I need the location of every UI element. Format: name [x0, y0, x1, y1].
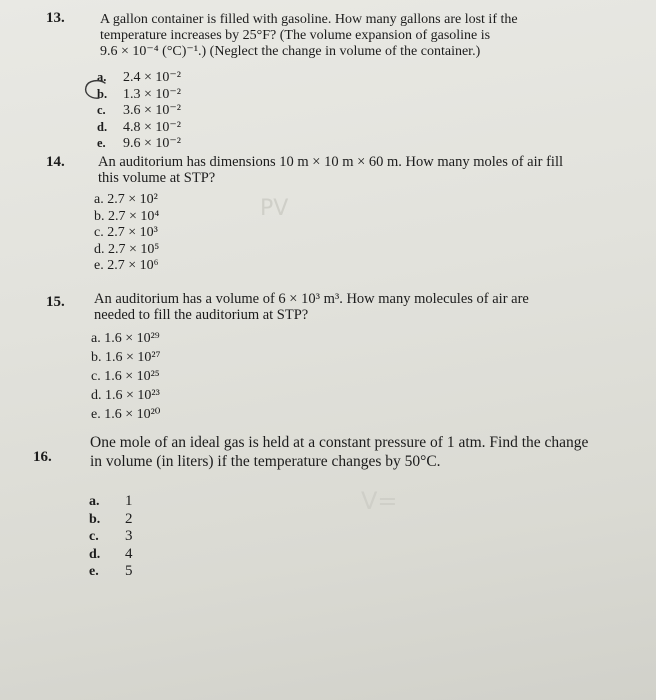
option-letter: a.	[94, 192, 104, 207]
option-value: 1.6 × 10²⁰	[104, 407, 161, 422]
option-letter: b.	[97, 86, 108, 101]
option-e[interactable]	[94, 258, 159, 275]
option-e[interactable]	[91, 407, 160, 426]
option-value: 2.7 × 10⁴	[108, 208, 160, 224]
option-c[interactable]	[89, 528, 133, 546]
question-line: A gallon container is filled with gasoline. How many gallons are lost if the	[100, 12, 518, 27]
option-d[interactable]	[89, 546, 133, 564]
option-value: 3	[125, 528, 133, 544]
question-line: One mole of an ideal gas is held at a constant pressure of 1 atm. Find the change	[90, 434, 589, 451]
question-line: temperature increases by 25°F? (The volume expansion of gasoline is	[100, 28, 491, 43]
option-d[interactable]	[91, 388, 160, 407]
option-value: 4	[125, 545, 133, 562]
option-a[interactable]	[94, 192, 159, 209]
option-value: 5	[125, 563, 133, 579]
option-value: 2.7 × 10³	[107, 225, 158, 241]
option-letter: d.	[94, 241, 105, 257]
question-text	[98, 154, 563, 186]
pencil-note: V=	[361, 487, 398, 515]
question-number: 14.	[46, 154, 65, 170]
question-text	[94, 291, 529, 323]
answer-options	[94, 192, 159, 275]
pencil-note: PV	[260, 196, 289, 221]
option-value: 1.6 × 10²⁵	[104, 369, 160, 384]
question-line: in volume (in liters) if the temperature changes by 50°C.	[90, 453, 441, 470]
option-value: 2.4 × 10⁻²	[123, 70, 181, 85]
option-value: 1.6 × 10²⁹	[104, 331, 160, 346]
option-value: 3.6 × 10⁻²	[123, 103, 181, 119]
option-value: 1.6 × 10²⁷	[105, 350, 161, 365]
option-value: 2.7 × 10⁶	[107, 258, 159, 274]
option-a[interactable]	[89, 493, 133, 511]
option-value: 2	[125, 510, 133, 527]
option-c[interactable]	[97, 102, 181, 119]
option-letter: d.	[97, 119, 108, 134]
option-letter: e.	[94, 258, 104, 274]
option-value: 9.6 × 10⁻²	[123, 136, 181, 152]
option-b[interactable]	[91, 350, 160, 369]
option-letter: c.	[97, 103, 106, 118]
question-line: An auditorium has dimensions 10 m × 10 m × 60 m. How many moles of air fill	[98, 154, 564, 170]
option-value: 4.8 × 10⁻²	[123, 119, 181, 135]
option-c[interactable]	[94, 225, 159, 242]
option-c[interactable]	[91, 369, 160, 388]
option-letter: b.	[94, 208, 105, 224]
answer-options	[89, 493, 133, 581]
option-value: 1.3 × 10⁻²	[123, 86, 181, 102]
option-letter: a.	[91, 331, 101, 346]
answer-circle-mark	[83, 79, 111, 101]
question-number: 16.	[33, 449, 52, 465]
option-letter: b.	[89, 511, 101, 527]
option-value: 1.6 × 10²³	[105, 388, 160, 403]
question-line: An auditorium has a volume of 6 × 10³ m³. How many molecules of air are	[94, 291, 529, 307]
option-letter: a.	[89, 494, 100, 509]
option-value: 2.7 × 10⁵	[108, 241, 160, 257]
option-letter: c.	[89, 529, 99, 544]
option-d[interactable]	[97, 119, 181, 136]
option-letter: c.	[94, 225, 104, 241]
answer-options	[91, 331, 160, 426]
question-number: 15.	[46, 294, 65, 310]
question-number: 13.	[46, 10, 65, 26]
option-letter: d.	[89, 546, 101, 562]
option-letter: a.	[97, 70, 107, 84]
option-b[interactable]	[94, 209, 159, 226]
question-text	[90, 433, 588, 471]
option-value: 1	[125, 493, 133, 509]
option-e[interactable]	[89, 563, 133, 581]
question-line: this volume at STP?	[98, 170, 216, 186]
option-letter: e.	[89, 564, 99, 579]
option-letter: d.	[91, 388, 102, 403]
question-text	[100, 12, 518, 60]
question-line: 9.6 × 10⁻⁴ (°C)⁻¹.) (Neglect the change in volume of the container.)	[100, 44, 481, 59]
option-letter: c.	[91, 369, 101, 384]
option-letter: e.	[91, 407, 101, 422]
option-b[interactable]	[89, 511, 133, 529]
option-value: 2.7 × 10²	[107, 192, 158, 207]
question-line: needed to fill the auditorium at STP?	[94, 307, 309, 323]
option-letter: e.	[97, 136, 106, 151]
option-e[interactable]	[97, 135, 181, 152]
option-a[interactable]	[91, 331, 160, 350]
option-d[interactable]	[94, 242, 159, 259]
option-letter: b.	[91, 350, 102, 365]
